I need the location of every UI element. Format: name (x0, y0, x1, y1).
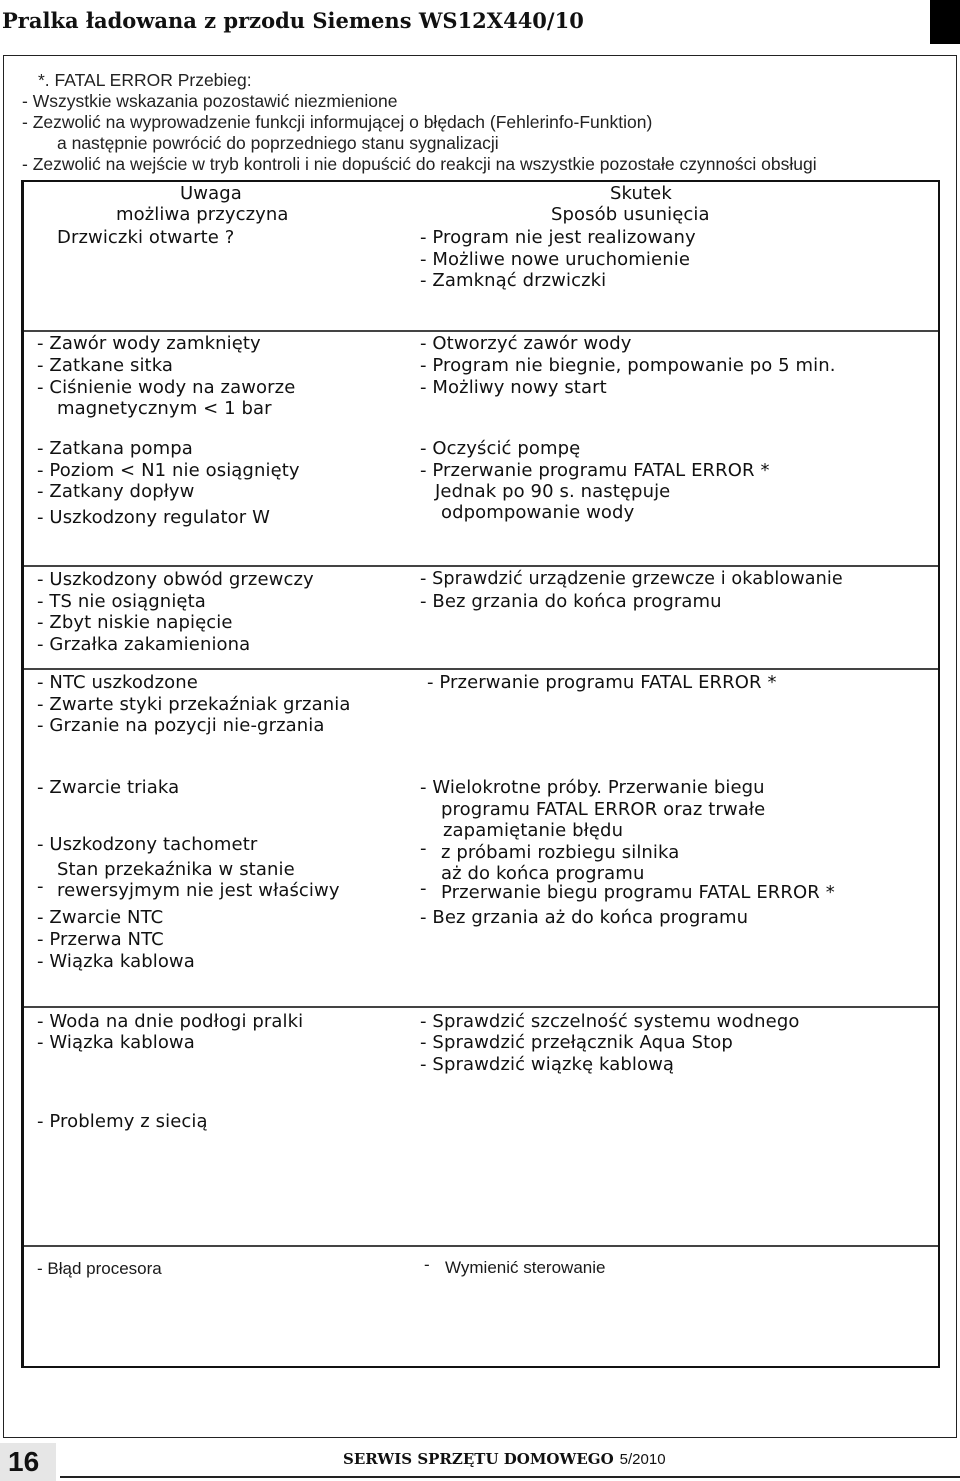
note-line: *. FATAL ERROR Przebieg: (38, 70, 252, 90)
magazine-name: SERWIS SPRZĘTU DOMOWEGO (343, 1450, 614, 1468)
magazine-issue: 5/2010 (619, 1451, 666, 1468)
remedy-line: Przerwanie biegu programu FATAL ERROR * (441, 882, 835, 903)
remedy-line: - Oczyścić pompę (420, 438, 581, 459)
cause-line: - Uszkodzony tachometr (37, 834, 258, 855)
remedy-line: zapamiętanie błędu (443, 820, 624, 841)
note-line: a następnie powrócić do poprzedniego stanu sygnalizacji (57, 133, 499, 153)
cause-line: - Grzanie na pozycji nie-grzania (37, 715, 325, 736)
cause-line: Drzwiczki otwarte ? (57, 227, 235, 248)
remedy-line: - Sprawdzić urządzenie grzewcze i okablowanie (420, 569, 843, 589)
cause-line: magnetycznym < 1 bar (57, 398, 272, 419)
cause-line: - Poziom < N1 nie osiągnięty (37, 460, 300, 481)
remedy-line: - Otworzyć zawór wody (420, 333, 632, 354)
cause-line: - Zatkana pompa (37, 438, 193, 459)
cause-line: - Wiązka kablowa (37, 951, 195, 972)
cause-line: - NTC uszkodzone (37, 672, 198, 693)
remedy-line: - (420, 878, 427, 899)
remedy-line: - Możliwy nowy start (420, 377, 607, 398)
remedy-line: - (424, 1255, 430, 1274)
page-number: 16 (0, 1443, 56, 1481)
row-divider (24, 668, 938, 670)
header-left-line: Uwaga (180, 183, 242, 204)
cause-line: - Uszkodzony regulator W (37, 507, 271, 528)
remedy-line: - Możliwe nowe uruchomienie (420, 249, 690, 270)
cause-line: - Wiązka kablowa (37, 1032, 195, 1053)
cause-line: - Zawór wody zamknięty (37, 333, 261, 354)
header-black-tab (930, 0, 960, 44)
remedy-line: - Wielokrotne próby. Przerwanie biegu (420, 777, 765, 798)
cause-line: - Zwarcie NTC (37, 907, 164, 928)
row-divider (24, 330, 938, 332)
magazine-credit (343, 1450, 666, 1468)
remedy-line: - Przerwanie programu FATAL ERROR * (427, 672, 777, 693)
remedy-line: - Sprawdzić szczelność systemu wodnego (420, 1011, 800, 1032)
page-title: Pralka ładowana z przodu Siemens WS12X440/10 (2, 8, 584, 33)
remedy-line: - Zamknąć drzwiczki (420, 270, 607, 291)
cause-line: - Grzałka zakamieniona (37, 634, 251, 655)
note-line: - Wszystkie wskazania pozostawić niezmienione (22, 91, 398, 111)
remedy-line: Jednak po 90 s. następuje (435, 481, 671, 502)
cause-line: - Ciśnienie wody na zaworze (37, 377, 296, 398)
cause-line: Stan przekaźnika w stanie (57, 859, 295, 880)
remedy-line: - Sprawdzić przełącznik Aqua Stop (420, 1032, 733, 1053)
remedy-line: - Program nie biegnie, pompowanie po 5 min. (420, 355, 836, 376)
row-divider (24, 1006, 938, 1008)
header-right-line: Sposób usunięcia (551, 204, 710, 225)
remedy-line: - Program nie jest realizowany (420, 227, 696, 248)
remedy-line: odpompowanie wody (441, 502, 635, 523)
row-divider (24, 565, 938, 567)
cause-line: - Zwarcie triaka (37, 777, 180, 798)
remedy-line: - Sprawdzić wiązkę kablową (420, 1054, 675, 1075)
note-line: - Zezwolić na wejście w tryb kontroli i nie dopuścić do reakcji na wszystkie pozostałe czynności obsługi (22, 154, 817, 174)
cause-line: - Uszkodzony obwód grzewczy (37, 569, 314, 590)
remedy-line: programu FATAL ERROR oraz trwałe (441, 799, 766, 820)
remedy-line: Wymienić sterowanie (445, 1258, 606, 1277)
cause-line: - Woda na dnie podłogi pralki (37, 1011, 304, 1032)
cause-line: - Zatkany dopływ (37, 481, 195, 502)
cause-line: - Zwarte styki przekaźniak grzania (37, 694, 351, 715)
cause-line: - (37, 876, 44, 897)
cause-line: - Zbyt niskie napięcie (37, 612, 233, 633)
remedy-line: - Przerwanie programu FATAL ERROR * (420, 460, 770, 481)
cause-line: - Zatkane sitka (37, 355, 174, 376)
footer-rule (60, 1476, 960, 1478)
cause-line: - Problemy z siecią (37, 1111, 208, 1132)
row-divider (24, 1245, 938, 1247)
note-line: - Zezwolić na wyprowadzenie funkcji informującej o błędach (Fehlerinfo-Funktion) (22, 112, 653, 132)
cause-line: - TS nie osiągnięta (37, 591, 206, 612)
header-left-line: możliwa przyczyna (116, 204, 289, 225)
cause-line: rewersyjmym nie jest właściwy (57, 880, 340, 901)
cause-line: - Błąd procesora (37, 1259, 162, 1278)
header-right-line: Skutek (610, 183, 672, 204)
remedy-line: - (420, 838, 427, 859)
remedy-line: z próbami rozbiegu silnika (441, 842, 680, 863)
remedy-line: - Bez grzania aż do końca programu (420, 907, 749, 928)
remedy-line: - Bez grzania do końca programu (420, 591, 722, 612)
cause-line: - Przerwa NTC (37, 929, 164, 950)
remedy-line: aż do końca programu (441, 863, 645, 884)
